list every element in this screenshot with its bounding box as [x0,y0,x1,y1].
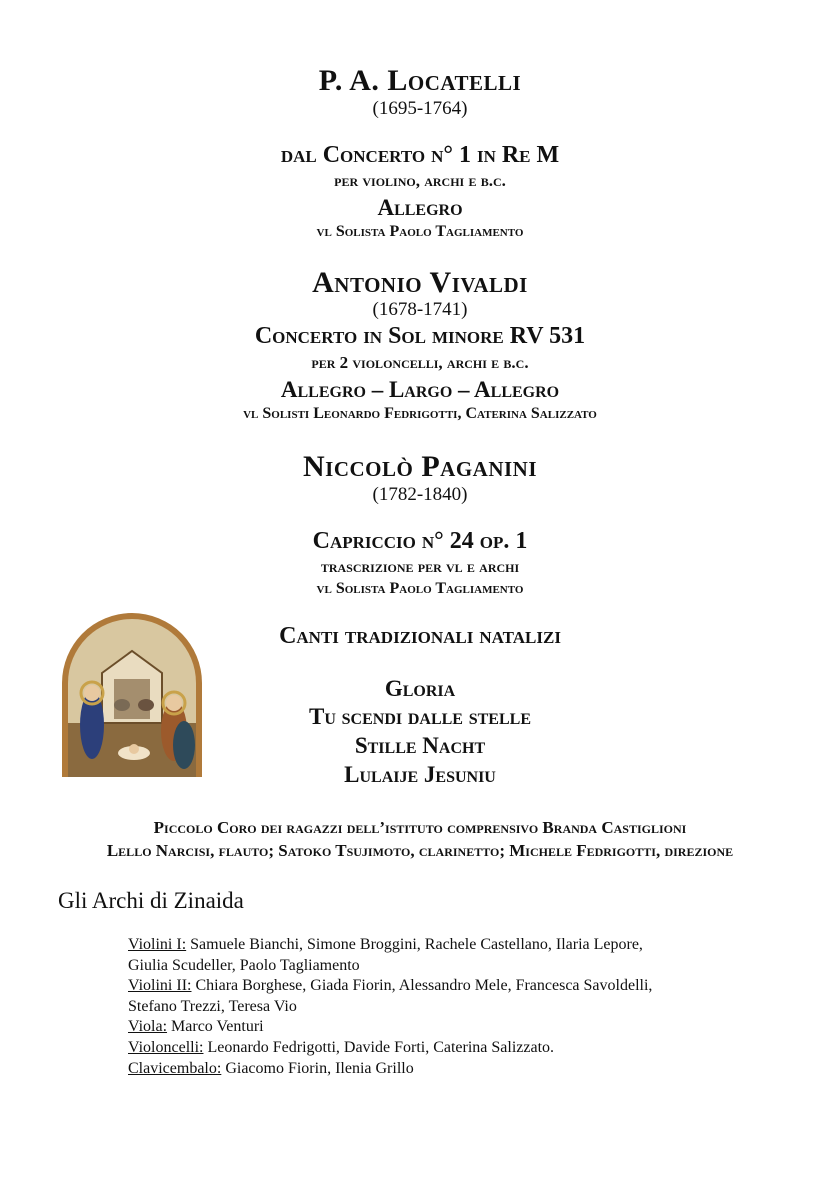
section-label: Violini II: [128,977,192,995]
section-label: Violoncelli: [128,1038,204,1056]
dates-vivaldi: (1678-1741) [372,299,468,320]
instrumentation-vivaldi: per 2 violoncelli, archi e b.c. [311,353,529,372]
section-names: Giacomo Fiorin, Ilenia Grillo [221,1059,414,1077]
credits-choir: Piccolo Coro dei ragazzi dell’istituto comprensivo Branda Castiglioni [153,818,687,837]
soloists-paganini: vl Solista Paolo Tagliamento [316,580,524,597]
carol-3: Stille Nacht [354,733,486,758]
roster-violini-1 [128,935,768,956]
instrumentation-locatelli: per violino, archi e b.c. [334,171,506,190]
section-label: Clavicembalo: [128,1059,222,1077]
section-label: Viola: [128,1018,168,1036]
roster-violoncelli [128,1038,768,1059]
composer-paganini: Niccolò Paganini [302,450,537,483]
movements-vivaldi: Allegro – Largo – Allegro [280,377,560,402]
roster-violini-2-cont [128,997,768,1018]
soloists-vivaldi: vl Solisti Leonardo Fedrigotti, Caterina Salizzato [243,405,597,422]
roster-violini-1-cont [128,956,768,977]
section-names: Marco Venturi [167,1018,264,1036]
carol-1: Gloria [384,676,456,701]
carols-title: Canti tradizionali natalizi [279,623,561,649]
roster-clavicembalo [128,1059,768,1080]
section-label: Violini I: [128,936,187,953]
soloists-locatelli: vl Solista Paolo Tagliamento [316,223,524,240]
section-names: Giulia Scudeller, Paolo Tagliamento [128,956,360,974]
ensemble-title: Gli Archi di Zinaida [58,888,244,913]
section-names: Chiara Borghese, Giada Fiorin, Alessandro Mele, Francesca Savoldelli, [191,977,653,995]
movements-locatelli: Allegro [377,195,463,220]
work-locatelli: dal Concerto n° 1 in Re M [280,142,560,168]
section-names: Leonardo Fedrigotti, Davide Forti, Caterina Salizzato. [203,1038,555,1056]
carol-4: Lulaije Jesuniu [344,762,496,787]
roster-viola [128,1017,768,1038]
ensemble-roster [128,935,768,1079]
section-names: Samuele Bianchi, Simone Broggini, Rachele Castellano, Ilaria Lepore, [186,936,643,953]
dates-paganini: (1782-1840) [372,484,468,505]
composer-locatelli: P. A. Locatelli [318,64,522,97]
roster-violini-2 [128,976,768,997]
carol-2: Tu scendi dalle stelle [309,704,531,729]
dates-locatelli: (1695-1764) [372,98,468,119]
composer-vivaldi: Antonio Vivaldi [312,266,528,299]
instrumentation-paganini: trascrizione per vl e archi [320,557,520,576]
work-paganini: Capriccio n° 24 op. 1 [312,528,528,554]
credits-performers: Lello Narcisi, flauto; Satoko Tsujimoto, clarinetto; Michele Fedrigotti, direzione [106,841,734,860]
work-vivaldi: Concerto in Sol minore RV 531 [254,323,586,349]
section-names: Stefano Trezzi, Teresa Vio [128,997,297,1015]
